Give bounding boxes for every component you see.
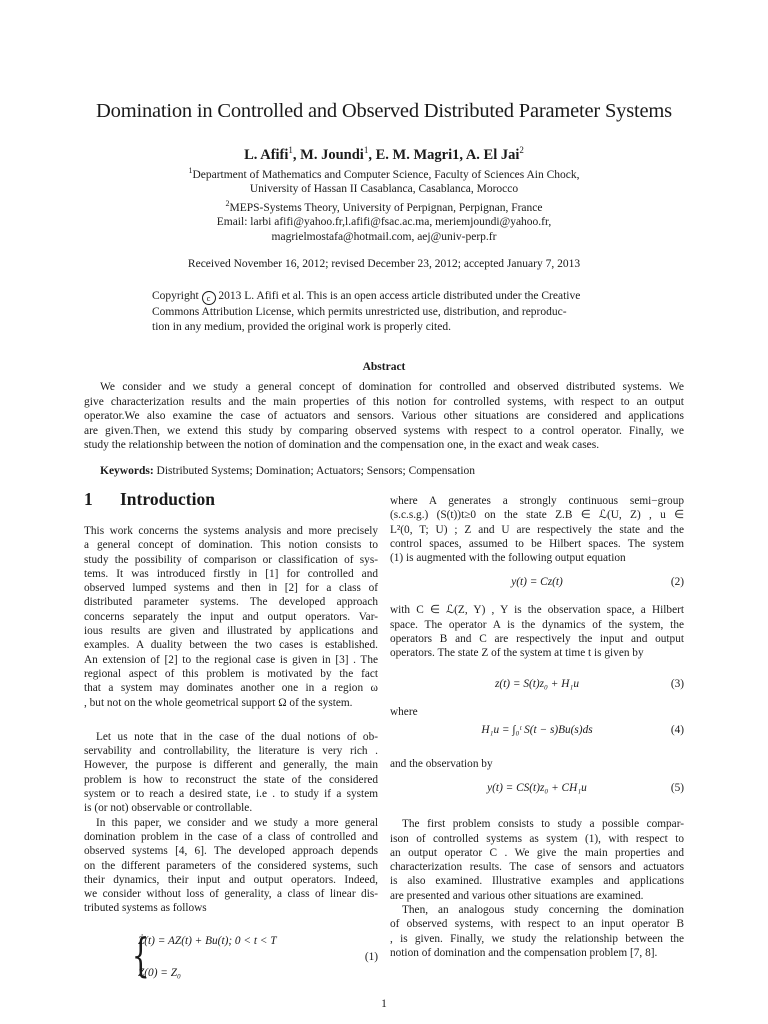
paragraph bbox=[390, 603, 684, 660]
text-line: In this paper, we consider and we study a more general bbox=[96, 816, 378, 829]
paragraph bbox=[390, 494, 684, 565]
equation-body: H₁u = ∫₀ᵗ S(t − s)Bu(s)ds bbox=[481, 723, 593, 736]
paragraph bbox=[84, 816, 378, 916]
text-line: observed lumped systems and then in [2] for a class of bbox=[84, 582, 378, 595]
text-line: study the possibility of comparison or classification of sys- bbox=[84, 553, 378, 566]
text-line: we consider without loss of generality, a class of linear dis- bbox=[84, 888, 378, 901]
text-line: control spaces, assumed to be Hilbert spaces. The system bbox=[390, 537, 684, 550]
equation-3 bbox=[390, 677, 684, 695]
text-line: L²(0, T; U) ; Z and U are respectively the state and the bbox=[390, 523, 684, 536]
text-line: An extension of [2] to the regional case is given in [3] . The bbox=[84, 653, 378, 666]
author-name: E. M. Magri1 bbox=[375, 146, 460, 163]
right-column bbox=[390, 494, 684, 960]
keywords-label: Keywords: bbox=[100, 465, 154, 477]
text-line: are presented and various other situations are examined. bbox=[390, 889, 644, 902]
text-line: problem is how to reconstruct the state of the considered bbox=[84, 773, 378, 786]
abstract-line: are given.Then, we extend this study by comparing observed systems with respect to a control operator. Finally, we bbox=[84, 424, 684, 437]
equation-number: (5) bbox=[670, 782, 684, 795]
text-line: concerns separately the input and output operators. Var- bbox=[84, 610, 378, 623]
text-line: space. The operator A is the dynamics of the system, the bbox=[390, 618, 684, 631]
text-line: of observed systems, with respect to an input operator B bbox=[390, 918, 684, 931]
abstract-heading: Abstract bbox=[362, 361, 406, 373]
text-line: The first problem consists to study a possible compar- bbox=[402, 818, 684, 831]
text-line: system or to reach a desired state, i.e . to study if a system bbox=[84, 788, 378, 801]
paper-title: Domination in Controlled and Observed Distributed Parameter Systems bbox=[96, 100, 672, 122]
keywords bbox=[100, 465, 684, 477]
equation-number: (3) bbox=[670, 677, 684, 690]
equation-number: (4) bbox=[670, 723, 684, 736]
text-line: domination problem in the case of a class of controlled and bbox=[84, 830, 378, 843]
text-line: notion of domination and the compensation problem [7, 8]. bbox=[390, 946, 658, 959]
text-line: Let us note that in the case of the dual notions of ob- bbox=[96, 730, 378, 743]
abstract-body bbox=[84, 380, 684, 453]
text-line: tributed systems as follows bbox=[84, 902, 207, 915]
paragraph bbox=[84, 524, 378, 710]
text-line: (s.c.s.g.) (S(t))t≥0 on the state Z.B ∈ ℒ(U, Z) , u ∈ bbox=[390, 509, 684, 522]
email-line: magrielmostafa@hotmail.com, aej@univ-perp.fr bbox=[271, 230, 497, 243]
text-line: with C ∈ ℒ(Z, Y) , Y is the observation space, a Hilbert bbox=[390, 604, 684, 617]
text-line: , is given. Finally, we study the relationship between the bbox=[390, 932, 684, 945]
section-title: Introduction bbox=[120, 489, 215, 509]
section-heading bbox=[84, 488, 378, 510]
equation-row: Z(0) = Z₀ bbox=[138, 966, 181, 979]
affiliation-line: University of Hassan II Casablanca, Casablanca, Morocco bbox=[249, 183, 519, 196]
text-line: servability and controllability, the literature is very rich . bbox=[84, 745, 378, 758]
where-label: where bbox=[390, 705, 418, 718]
copyright-line: tion in any medium, provided the original work is properly cited. bbox=[152, 320, 451, 333]
email-line: Email: larbi afifi@yahoo.fr,l.afifi@fsac.ac.ma, meriemjoundi@yahoo.fr, bbox=[216, 216, 552, 229]
text-line: operators B and C are respectively the input and output bbox=[390, 633, 684, 646]
equation-4 bbox=[390, 723, 684, 747]
text-line: tems. It was introduced firstly in [1] for controlled and bbox=[84, 567, 378, 580]
affiliations bbox=[0, 164, 768, 244]
text-line: on the different parameters of the considered systems, such bbox=[84, 859, 378, 872]
abstract-line: operator.We also examine the case of actuators and sensors. Various other situations are considered and applications bbox=[84, 410, 684, 423]
text-line: is also examined. Illustrative examples and applications bbox=[390, 875, 684, 888]
observation-label: and the observation by bbox=[390, 757, 493, 770]
equation-body: y(t) = CS(t)z₀ + CH₁u bbox=[487, 782, 587, 795]
received-dates: Received November 16, 2012; revised December 23, 2012; accepted January 7, 2013 bbox=[187, 258, 581, 270]
text-line: This work concerns the systems analysis and more precisely bbox=[84, 525, 378, 537]
paragraph bbox=[84, 730, 378, 816]
left-column bbox=[84, 488, 378, 988]
text-line: regional aspect of this problem is motivated by the fact bbox=[84, 667, 378, 680]
text-line: their dynamics, their input and output operators. Indeed, bbox=[84, 873, 378, 886]
affiliation-line: $^2$MEPS-Systems Theory, University of Perpignan, Perpignan, France bbox=[225, 198, 543, 214]
equation-body: y(t) = Cz(t) bbox=[511, 576, 563, 589]
affiliation-line: $^1$Department of Mathematics and Computer Science, Faculty of Sciences Ain Chock, bbox=[188, 166, 580, 181]
text-line: is (or not) observable or controllable. bbox=[84, 802, 253, 815]
author-affiliation-mark: 1 bbox=[363, 145, 369, 155]
equation-2 bbox=[390, 575, 684, 593]
copyright-icon: c bbox=[202, 291, 216, 305]
equation-row: Ż(t) = AZ(t) + Bu(t); 0 < t < T bbox=[138, 934, 277, 947]
copyright-notice bbox=[152, 289, 618, 334]
text-line: distributed parameter systems. The developed approach bbox=[84, 596, 378, 609]
text-line: operators. The state Z of the system at time t is given by bbox=[390, 647, 644, 660]
text-line: an output operator C . We give the main properties and bbox=[390, 846, 684, 859]
brace-symbol: { bbox=[131, 927, 150, 982]
equation-body: z(t) = S(t)z₀ + H₁u bbox=[495, 677, 579, 690]
text-line: examples. A duality between the two cases is established. bbox=[84, 639, 378, 652]
equation-number: (1) bbox=[364, 950, 378, 963]
text-line: observed systems [4, 6]. The developed approach depends bbox=[84, 845, 378, 858]
equation-5 bbox=[390, 781, 684, 799]
text-line: where A generates a strongly continuous semi−group bbox=[390, 495, 684, 507]
text-line: (1) is augmented with the following output equation bbox=[390, 552, 626, 565]
text-line: ison of controlled systems as system (1), with respect to bbox=[390, 832, 684, 845]
copyright-line: Copyright c 2013 L. Afifi et al. This is an open access article distributed under the Creative bbox=[152, 290, 581, 303]
author-affiliation-mark: 1 bbox=[288, 145, 293, 155]
copyright-line: Commons Attribution License, which permits unrestricted use, distribution, and reproduc- bbox=[152, 306, 567, 318]
abstract-line: study the relationship between the notion of domination and the compensation one, in the exact and weak cases. bbox=[84, 439, 600, 452]
author-name: L. Afifi bbox=[244, 146, 289, 163]
text-line: , but not on the whole geometrical support Ω of the system. bbox=[84, 696, 353, 709]
text-line: However, the purpose is different and generally, the main bbox=[84, 759, 378, 772]
text-line: that a system may dominates another one in a region ω bbox=[84, 682, 378, 695]
paragraph bbox=[390, 817, 684, 903]
text-line: Then, an analogous study concerning the domination bbox=[402, 904, 684, 917]
abstract-line: give characterization results and the main properties of this notion for controlled systems, with respect to an output bbox=[84, 395, 684, 408]
author-name: A. El Jai bbox=[465, 146, 520, 163]
equation-system-1 bbox=[84, 927, 378, 988]
abstract-line: We consider and we study a general concept of domination for controlled and observed distributed systems. We bbox=[100, 381, 684, 393]
section-number: 1 bbox=[84, 489, 93, 509]
author-affiliation-mark: 2 bbox=[519, 145, 524, 155]
author-list: L. Afifi$^1$, M. Joundi$^1$, E. M. Magri1, A. El Jai$^2$ bbox=[244, 145, 524, 163]
text-line: a general concept of domination. This notion consists to bbox=[84, 539, 378, 552]
page-number: 1 bbox=[381, 998, 387, 1010]
keywords-list: Distributed Systems; Domination; Actuators; Sensors; Compensation bbox=[156, 465, 476, 477]
equation-number: (2) bbox=[670, 576, 684, 589]
author-name: M. Joundi bbox=[300, 146, 364, 163]
text-line: characterization results. The case of sensors and actuators bbox=[390, 861, 684, 874]
text-line: ious results are given and illustrated by applications and bbox=[84, 625, 378, 638]
paragraph bbox=[390, 903, 684, 960]
